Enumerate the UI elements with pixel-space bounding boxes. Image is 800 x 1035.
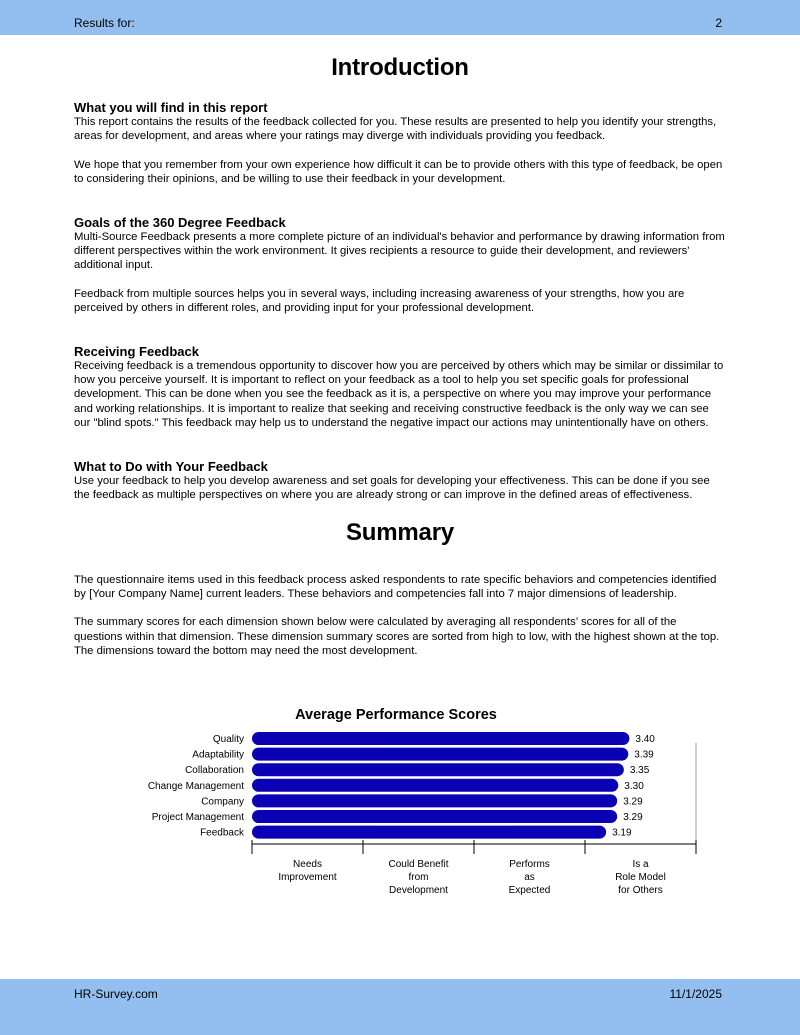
report-content <box>74 52 726 673</box>
header-bar <box>0 0 800 35</box>
performance-chart <box>0 700 800 900</box>
value-label: 3.39 <box>634 749 654 761</box>
section-paragraph: Receiving feedback is a tremendous opportunity to discover how you are perceived by others which may be similar or dissimilar to how you perceive yourself. It is important to reflect on your feedback as a tool to help you set specific goals for professional development. This can be done when you see the feedback as it is, a perspective on where you may improve your performance and working relationships. It is important to realize that seeking and receiving constructive feedback is the only way we can see our "blind spots." This feedback may help us to understand the negative impact our actions may unintentionally have on others. <box>74 359 724 430</box>
section-heading: Goals of the 360 Degree Feedback <box>74 214 286 230</box>
x-tick-label: Performs as Expected <box>508 859 551 896</box>
section-paragraph: We hope that you remember from your own experience how difficult it can be to provide others with this type of feedback, be open to considering their opinions, and be willing to use their feedback in your development. <box>74 158 723 186</box>
chart-title: Average Performance Scores <box>295 707 497 723</box>
bar <box>252 826 606 839</box>
section-paragraph: Feedback from multiple sources helps you in several ways, including increasing awareness of your strengths, how you are perceived by others in different roles, and providing input for your professional development. <box>74 287 685 315</box>
summary-title: Summary <box>346 518 454 546</box>
category-label: Feedback <box>200 827 244 839</box>
x-tick-label: Needs Improvement <box>278 859 337 883</box>
bar <box>252 779 618 792</box>
category-label: Collaboration <box>185 765 244 777</box>
value-label: 3.35 <box>629 765 650 777</box>
chart-svg <box>0 700 800 900</box>
section-heading: Receiving Feedback <box>74 343 199 359</box>
category-label: Company <box>201 796 244 808</box>
report-date: 11/1/2025 <box>669 987 722 1001</box>
category-label: Adaptability <box>192 749 244 761</box>
section-heading: What you will find in this report <box>74 100 268 115</box>
section-receiving-feedback <box>74 344 726 431</box>
value-label: 3.29 <box>623 812 643 823</box>
bar <box>252 748 628 761</box>
site-name: HR-Survey.com <box>74 987 158 1001</box>
section-goals <box>74 215 726 316</box>
summary-paragraph: The questionnaire items used in this feedback process asked respondents to rate specific behaviors and competencies identified by [Your Company Name] current leaders. These behaviors and competencies fall into 7 major dimensions of leadership. <box>74 573 717 600</box>
x-tick-label: Is a Role Model for Others <box>615 859 666 896</box>
section-what-to-do <box>74 459 726 503</box>
summary-paragraph: The summary scores for each dimension shown below were calculated by averaging all respondents’ scores for all of the questions within that dimension. These dimension summary scores are sorted from high to low, with the highest shown at the top. The dimensions toward the bottom may need the most development. <box>74 616 720 658</box>
bar <box>252 763 624 776</box>
bar <box>252 794 617 807</box>
value-label: 3.29 <box>623 796 643 808</box>
value-label: 3.19 <box>612 827 632 839</box>
category-label: Quality <box>212 734 244 745</box>
bar <box>252 732 629 745</box>
summary-text <box>74 573 726 659</box>
bar <box>252 810 617 823</box>
section-heading: What to Do with Your Feedback <box>74 458 268 474</box>
intro-title: Introduction <box>331 54 469 81</box>
value-label: 3.30 <box>624 780 644 792</box>
category-label: Change Management <box>147 780 244 792</box>
section-paragraph: Use your feedback to help you develop awareness and set goals for developing your effectiveness. This can be done if you see the feedback as multiple perspectives on where you are already strong or can improve in the defined areas of effectiveness. <box>74 474 710 502</box>
section-paragraph: This report contains the results of the feedback collected for you. These results are presented to help you identify your strengths, areas for development, and areas where your ratings may diverge with individuals providing you feedback. <box>74 116 717 143</box>
results-for-label: Results for: <box>74 16 135 30</box>
footer-bar <box>0 979 800 1035</box>
page-number: 2 <box>715 16 722 30</box>
section-paragraph: Multi-Source Feedback presents a more complete picture of an individual's behavior and performance by drawing information from different perspectives within the work environment. It gives recipients a resource to guide their development, and reviewers' additional input. <box>74 230 725 272</box>
x-tick-label: Could Benefit from Development <box>388 859 449 896</box>
value-label: 3.40 <box>635 734 655 745</box>
category-label: Project Management <box>151 812 244 823</box>
section-what-you-will-find <box>74 100 726 187</box>
